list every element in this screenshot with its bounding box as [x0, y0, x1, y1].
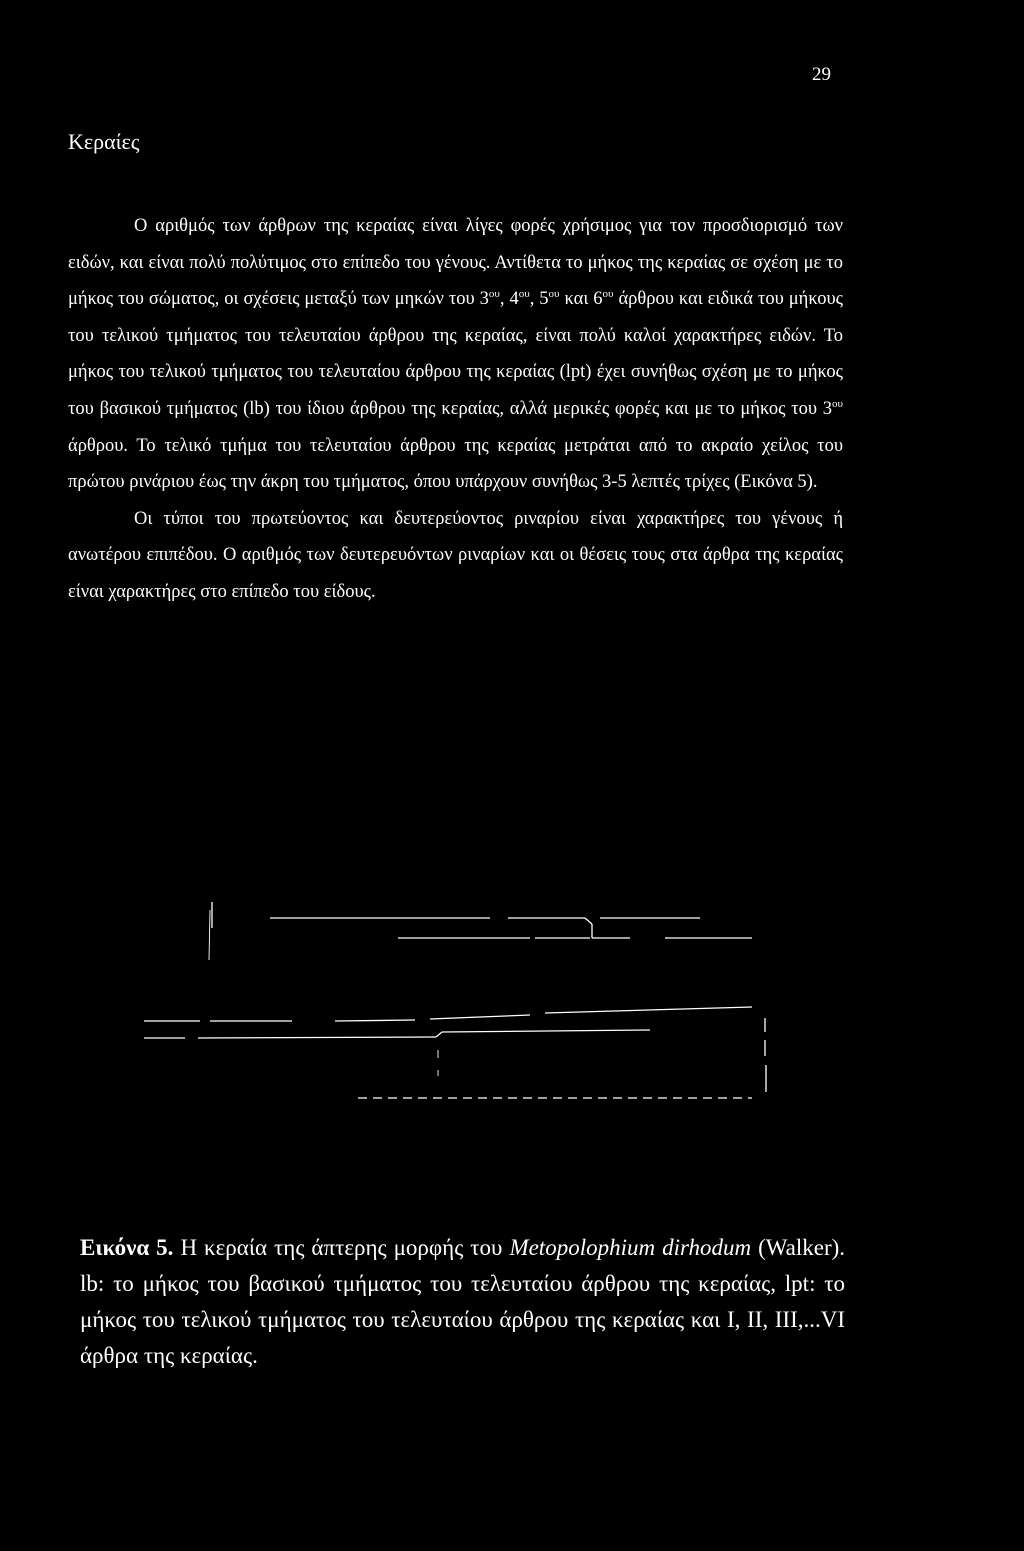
ordinal-superscript: ου	[548, 288, 560, 301]
ordinal-superscript: ου	[832, 397, 843, 410]
ordinal-superscript: ου	[602, 288, 614, 301]
figure-caption	[80, 1230, 845, 1374]
species-name: Metopolophium dirhodum	[509, 1235, 752, 1260]
ordinal-superscript: ου	[518, 288, 530, 301]
caption-text-2: (Walker). lb: το μήκος του βασικού τμήματος του τελευταίου άρθρου της κεραίας, lpt: το μήκος του τελικού τμήματος του τελευταίου άρθρου της κεραίας και I, II, III,...VI άρθρα της κεραίας.	[80, 1235, 846, 1368]
antenna-segment-lower	[144, 1007, 766, 1098]
paragraph-1-text-2: , 4	[499, 289, 519, 310]
body-text	[68, 208, 843, 611]
paragraph-2: Οι τύποι του πρωτεύοντος και δευτερεύοντος ριναρίου είναι χαρακτήρες του γένους ή ανωτέρου επιπέδου. Ο αριθμός των δευτερευόντων ριναρίων και οι θέσεις τους στα άρθρα της κεραίας είναι χαρακτήρες στο επίπεδο του είδους.	[68, 508, 843, 602]
paragraph-1	[68, 208, 843, 501]
page-number: 29	[812, 64, 831, 85]
paragraph-1-text-1: Ο αριθμός των άρθρων της κεραίας είναι λίγες φορές χρήσιμος για τον προσδιορισμό των ειδών, και είναι πολύ πολύτιμος στο επίπεδο του γένους. Αντίθετα το μήκος της κεραίας σε σχέση με το μήκος του σώματος, οι σχέσεις μεταξύ των μηκών του 3	[68, 216, 843, 310]
section-title: Κεραίες	[68, 129, 140, 154]
caption-text-1: Η κεραία της άπτερης μορφής του	[180, 1235, 503, 1260]
paragraph-1-text-6: άρθρου. Το τελικό τμήμα του τελευταίου άρθρου της κεραίας μετράται από το ακραίο χείλος του πρώτου ρινάριου έως την άκρη του τμήματος, όπου υπάρχουν συνήθως 3-5 λεπτές τρίχες (Εικόνα 5).	[68, 435, 843, 493]
paragraph-1-text-3: , 5	[529, 289, 549, 310]
figure-label: Εικόνα 5.	[80, 1235, 174, 1260]
paragraph-1-text-4: και 6	[559, 289, 603, 310]
ordinal-superscript: ου	[488, 288, 500, 301]
paragraph-1-text-5: άρθρου και ειδικά του μήκους του τελικού τμήματος του τελευταίου άρθρου της κεραίας, είναι πολύ καλοί χαρακτήρες ειδών. Το μήκος του τελικού τμήματος του τελευταίου άρθρου της κεραίας (lpt) έχει συνήθως σχέση με το μήκος του βασικού τμήματος (lb) του ίδιου άρθρου της κεραίας, αλλά μερικές φορές και με το μήκος του 3	[68, 289, 844, 419]
antenna-figure	[130, 880, 780, 1120]
antenna-segment-upper	[209, 902, 752, 960]
